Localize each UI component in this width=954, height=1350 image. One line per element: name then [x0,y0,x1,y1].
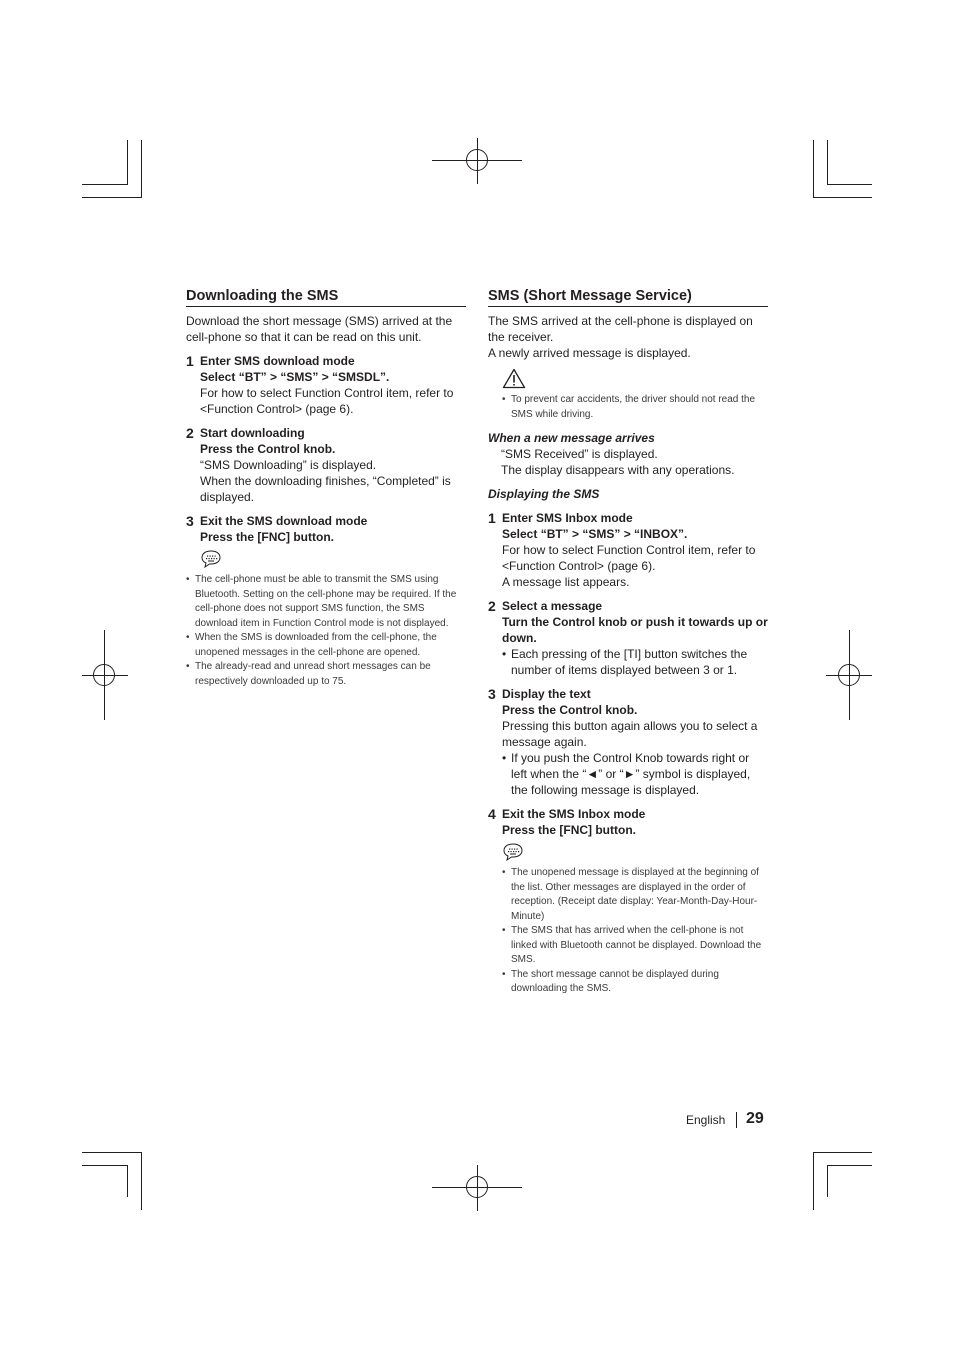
page-footer [686,1110,772,1132]
downloading-sms-section [186,287,466,689]
step-bullet: • If you push the Control Knob towards right or left when the “◄” or “►” symbol is displayed, the following message is displayed. [502,750,768,798]
step-title: Exit the SMS Inbox mode [502,807,646,821]
footer-language: English [686,1113,726,1127]
step-action: Press the Control knob. [200,442,336,456]
step-3 [488,686,768,798]
step-action: Select “BT” > “SMS” > “INBOX”. [502,527,688,541]
notes-list [186,573,466,689]
note-speech-bubble-icon [200,549,222,569]
note-item: • The unopened message is displayed at the beginning of the list. Other messages are displayed in the order of reception. (Receipt date display: Year-Month-Day-Hour-Minute) [502,866,768,924]
step-action: Press the [FNC] button. [502,823,636,837]
step-bullet: • Each pressing of the [TI] button switches the number of items displayed between 3 or 1. [502,646,768,678]
new-message-text: “SMS Received” is displayed. [501,447,658,461]
step-number: 4 [488,806,496,822]
new-message-text: The display disappears with any operations. [501,463,735,477]
step-2 [488,598,768,678]
subheading-displaying: Displaying the SMS [488,487,600,501]
step-action: Press the Control knob. [502,703,638,717]
section-heading: Downloading the SMS [186,287,466,307]
warning-notes [488,393,768,422]
step-1 [488,510,768,590]
step-title: Enter SMS Inbox mode [502,511,633,525]
step-number: 1 [488,510,496,526]
step-action: Turn the Control knob or push it towards up or down. [502,615,768,645]
note-item: • When the SMS is downloaded from the cell-phone, the unopened messages in the cell-phone are opened. [186,631,466,660]
step-4 [488,806,768,862]
notes-list [488,866,768,997]
note-item: • The SMS that has arrived when the cell-phone is not linked with Bluetooth cannot be displayed. Download the SMS. [502,924,768,968]
warning-triangle-icon [502,368,526,389]
step-number: 2 [488,598,496,614]
step-title: Select a message [502,599,603,613]
step-body: For how to select Function Control item, refer to <Function Control> (page 6). [502,543,756,573]
section-intro: The SMS arrived at the cell-phone is displayed on the receiver. [488,314,753,344]
subheading-new-message: When a new message arrives [488,431,655,445]
step-action: Select “BT” > “SMS” > “SMSDL”. [200,370,390,384]
warning-note-item: • To prevent car accidents, the driver should not read the SMS while driving. [502,393,768,422]
step-action: Press the [FNC] button. [200,530,334,544]
step-1 [186,353,466,417]
step-bullets [502,646,768,678]
section-intro: Download the short message (SMS) arrived at the cell-phone so that it can be read on this unit. [186,314,453,344]
step-number: 1 [186,353,194,369]
note-speech-bubble-icon [502,842,524,862]
step-title: Display the text [502,687,591,701]
page-number: 29 [746,1110,764,1127]
note-item: • The already-read and unread short messages can be respectively downloaded up to 75. [186,660,466,689]
step-body: “SMS Downloading” is displayed. [200,458,377,472]
step-2 [186,425,466,505]
step-title: Start downloading [200,426,305,440]
note-item: • The short message cannot be displayed during downloading the SMS. [502,968,768,997]
step-3 [186,513,466,569]
step-body: For how to select Function Control item, refer to <Function Control> (page 6). [200,386,454,416]
step-number: 3 [488,686,496,702]
step-body: Pressing this button again allows you to select a message again. [502,719,758,749]
step-bullets [502,750,768,798]
step-title: Exit the SMS download mode [200,514,368,528]
step-number: 2 [186,425,194,441]
step-body: When the downloading finishes, “Completed” is displayed. [200,474,451,504]
step-title: Enter SMS download mode [200,354,355,368]
note-item: • The cell-phone must be able to transmit the SMS using Bluetooth. Setting on the cell-phone may be required. If the cell-phone does not support SMS function, the SMS download item in Function Control mode is not displayed. [186,573,466,631]
step-number: 3 [186,513,194,529]
section-intro: A newly arrived message is displayed. [488,346,691,360]
section-heading: SMS (Short Message Service) [488,287,768,307]
footer-divider [736,1112,737,1128]
sms-section [488,287,768,997]
step-body: A message list appears. [502,575,630,589]
